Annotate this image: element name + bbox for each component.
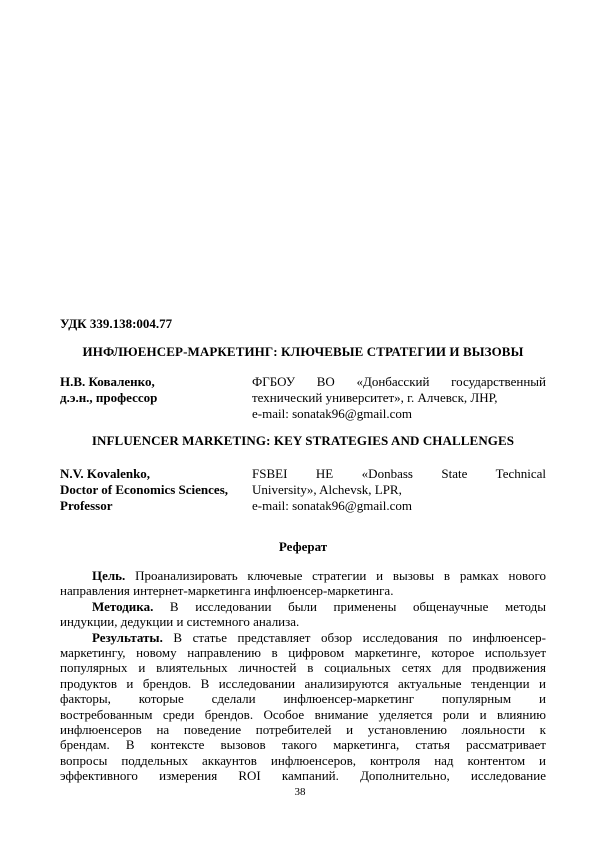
goal-label: Цель. bbox=[92, 568, 126, 583]
affiliation-en-line: University», Alchevsk, LPR, bbox=[252, 482, 402, 497]
paragraph-line bbox=[60, 568, 546, 583]
author-degree-en: Doctor of Economics Sciences, bbox=[60, 482, 229, 497]
author-degree-ru: д.э.н., профессор bbox=[60, 390, 158, 405]
paragraph-line: популярных и влиятельных личностей в социальных сетях для продвижения bbox=[60, 660, 546, 676]
page-number: 38 bbox=[294, 786, 306, 798]
abstract-heading: Реферат bbox=[278, 539, 328, 554]
author-name-ru-block bbox=[60, 374, 250, 406]
results-text: В статье представляет обзор исследования по инфлюенсер- bbox=[162, 629, 546, 645]
method-paragraph bbox=[60, 599, 546, 630]
goal-paragraph bbox=[60, 568, 546, 599]
paragraph-line: востребованным среди брендов. Особое внимание уделяется роли и влиянию bbox=[60, 706, 546, 722]
email-en: e-mail: sonatak96@gmail.com bbox=[252, 498, 412, 513]
article-title-en: INFLUENCER MARKETING: KEY STRATEGIES AND CHALLENGES bbox=[91, 433, 515, 448]
author-title-en: Professor bbox=[60, 498, 113, 513]
paragraph-line bbox=[60, 630, 546, 645]
author-block-en bbox=[60, 466, 546, 516]
paragraph-line: маркетингу, новому направлению в цифровом маркетинге, которое использует bbox=[60, 645, 546, 661]
paragraph-line: брендам. В контексте вызовов такого маркетинга, статья рассматривает bbox=[60, 737, 546, 753]
affiliation-en bbox=[252, 466, 546, 514]
results-paragraph bbox=[60, 630, 546, 784]
method-text: В исследовании были применены общенаучные методы bbox=[153, 598, 546, 614]
affiliation-en-line: FSBEI HE «Donbass State Technical bbox=[252, 466, 546, 481]
author-block-ru bbox=[60, 374, 546, 424]
paragraph-line: продуктов и брендов. В исследовании анализируются актуальные тенденции и bbox=[60, 675, 546, 691]
affiliation-ru-line: ФГБОУ ВО «Донбасский государственный bbox=[252, 374, 546, 389]
goal-text: Проанализировать ключевые стратегии и вызовы в рамках нового bbox=[125, 568, 546, 583]
results-label: Результаты. bbox=[92, 629, 163, 645]
author-name-en: N.V. Kovalenko, bbox=[60, 466, 151, 481]
paragraph-line bbox=[60, 599, 546, 614]
article-title-ru: ИНФЛЮЕНСЕР-МАРКЕТИНГ: КЛЮЧЕВЫЕ СТРАТЕГИИ И ВЫЗОВЫ bbox=[82, 344, 524, 359]
affiliation-ru bbox=[252, 374, 546, 422]
author-name-ru: Н.В. Коваленко, bbox=[60, 374, 155, 389]
udc-code: УДК 339.138:004.77 bbox=[60, 316, 173, 331]
paragraph-line: эффективного измерения ROI кампаний. Дополнительно, исследование bbox=[60, 768, 546, 784]
method-label: Методика. bbox=[92, 598, 154, 614]
abstract-body bbox=[60, 568, 546, 784]
paragraph-line: вопросы поддельных аккаунтов инфлюенсеров, контроля над контентом и bbox=[60, 752, 546, 768]
paragraph-line: инфлюенсеров на поведение потребителей и установлению лояльности к bbox=[60, 722, 546, 738]
paragraph-line: направления интернет-маркетинга инфлюенсер-маркетинга. bbox=[60, 583, 394, 599]
author-name-en-block bbox=[60, 466, 250, 514]
paragraph-line: факторы, которые сделали инфлюенсер-маркетинг популярным и bbox=[60, 691, 546, 707]
paragraph-line: индукции, дедукции и системного анализа. bbox=[60, 614, 300, 630]
email-ru: e-mail: sonatak96@gmail.com bbox=[252, 406, 412, 421]
affiliation-ru-line: технический университет», г. Алчевск, ЛНР, bbox=[252, 390, 498, 405]
